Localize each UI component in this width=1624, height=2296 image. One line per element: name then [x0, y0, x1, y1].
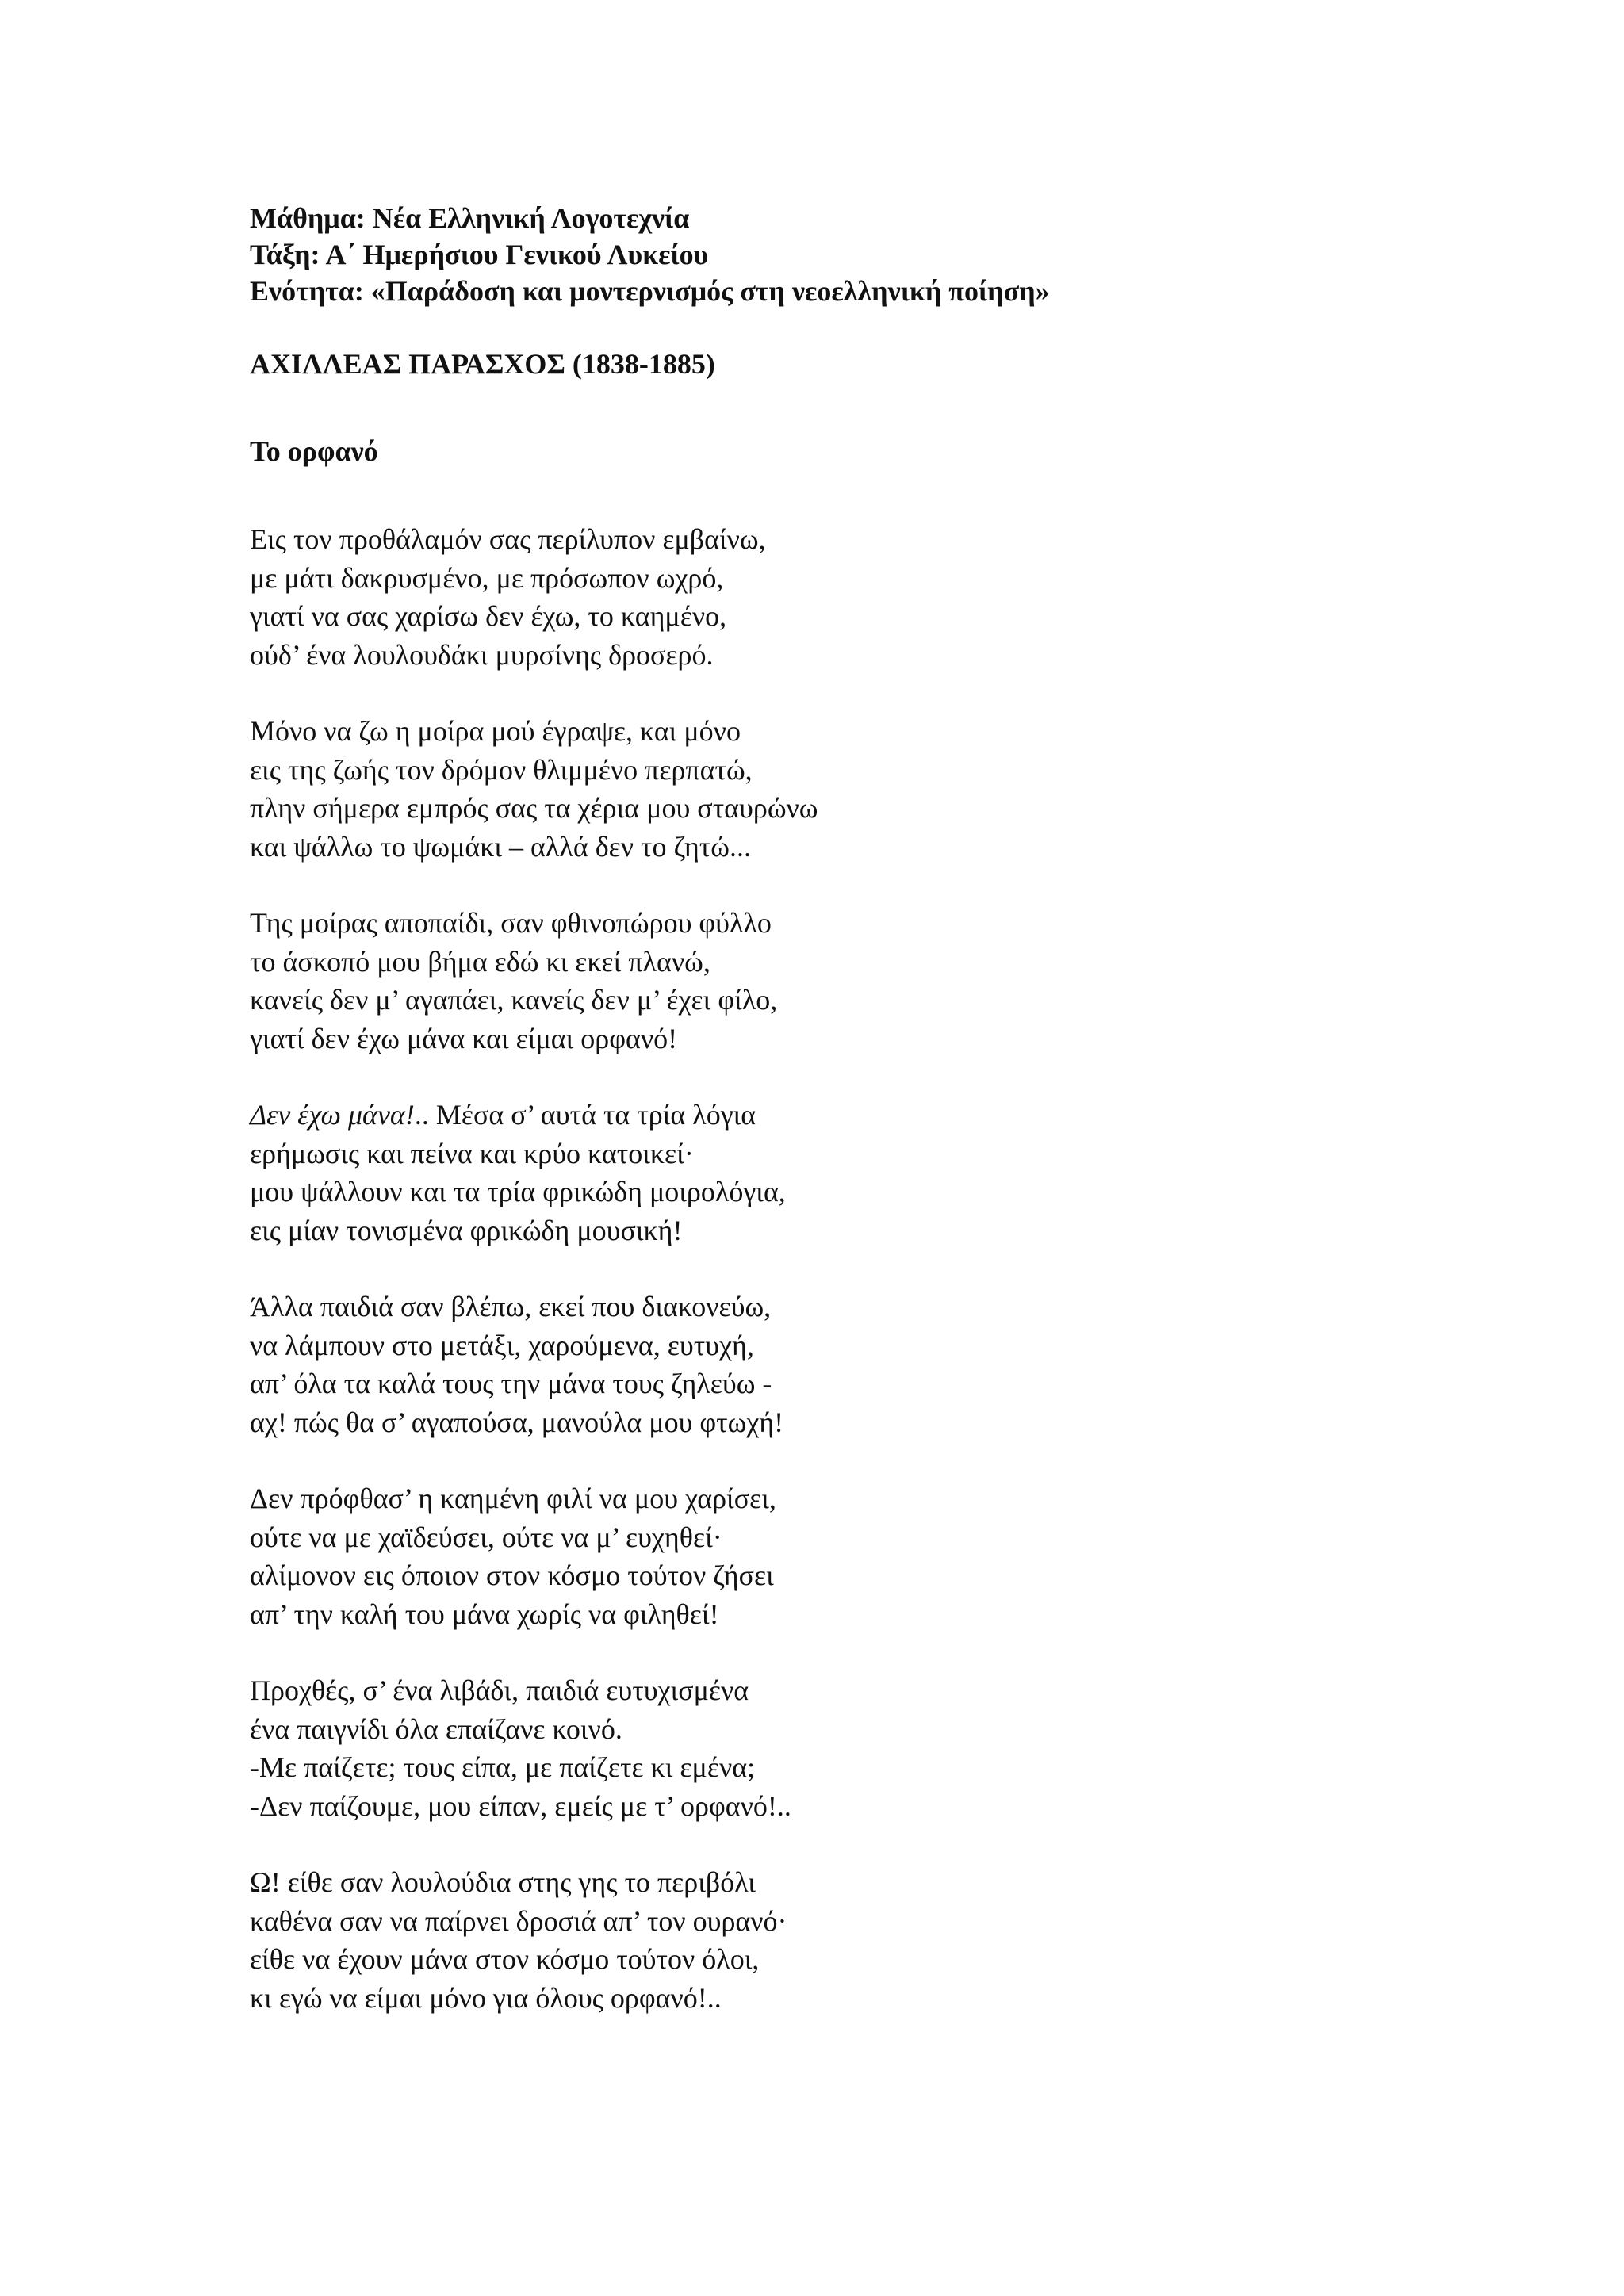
verse-line-rest: .. Μέσα σ’ αυτά τα τρία λόγια — [414, 1099, 756, 1131]
verse-line: και ψάλλω το ψωμάκι – αλλά δεν το ζητώ... — [250, 830, 752, 863]
verse-line: να λάμπουν στο μετάξι, χαρούμενα, ευτυχή, — [250, 1329, 754, 1361]
verse-line: καθένα σαν να παίρνει δροσιά απ’ τον ουρανό· — [250, 1904, 787, 1937]
poem-title: Το ορφανό — [250, 435, 378, 467]
verse-line — [250, 1096, 1519, 1135]
verse-line: είθε να έχουν μάνα στον κόσμο τούτον όλοι, — [250, 1943, 760, 1975]
verse-line: ένα παιγνίδι όλα επαίζανε κοινό. — [250, 1712, 622, 1745]
course-line: Μάθημα: Νέα Ελληνική Λογοτεχνία — [250, 202, 690, 234]
stanza — [250, 1479, 1519, 1633]
poem-body — [250, 520, 1519, 2017]
verse-line: ερήμωσις και πείνα και κρύο κατοικεί· — [250, 1137, 694, 1169]
stanza — [250, 712, 1519, 866]
poet-heading: ΑΧΙΛΛΕΑΣ ΠΑΡΑΣΧΟΣ (1838-1885) — [250, 348, 715, 380]
verse-line: γιατί δεν έχω μάνα και είμαι ορφανό! — [250, 1022, 678, 1054]
header-block — [250, 200, 1519, 309]
stanza — [250, 1288, 1519, 1441]
verse-line: -Δεν παίζουμε, μου είπαν, εμείς με τ’ ορφανό!.. — [250, 1789, 791, 1822]
document-page — [250, 200, 1519, 2017]
verse-line: Ω! είθε σαν λουλούδια στης γης το περιβόλι — [250, 1866, 756, 1898]
unit-line: Ενότητα: «Παράδοση και μοντερνισμός στη νεοελληνική ποίηση» — [250, 275, 1050, 307]
class-line: Τάξη: Α΄ Ημερήσιου Γενικού Λυκείου — [250, 239, 709, 270]
verse-line: ούδ’ ένα λουλουδάκι μυρσίνης δροσερό. — [250, 638, 714, 671]
stanza — [250, 520, 1519, 674]
verse-line: με μάτι δακρυσμένο, με πρόσωπον ωχρό, — [250, 561, 724, 594]
stanza — [250, 904, 1519, 1058]
verse-line: εις μίαν τονισμένα φρικώδη μουσική! — [250, 1214, 683, 1246]
verse-line: απ’ την καλή του μάνα χωρίς να φιληθεί! — [250, 1598, 719, 1630]
verse-line: Εις τον προθάλαμόν σας περίλυπον εμβαίνω, — [250, 523, 766, 555]
verse-line: Δεν πρόφθασ’ η καημένη φιλί να μου χαρίσει, — [250, 1483, 776, 1514]
verse-line: πλην σήμερα εμπρός σας τα χέρια μου σταυρώνω — [250, 792, 818, 824]
verse-line: Μόνο να ζω η μοίρα μού έγραψε, και μόνο — [250, 715, 741, 747]
verse-line: κι εγώ να είμαι μόνο για όλους ορφανό!.. — [250, 1981, 722, 2014]
verse-line: ούτε να με χαϊδεύσει, ούτε να μ’ ευχηθεί· — [250, 1521, 722, 1553]
verse-line: Άλλα παιδιά σαν βλέπω, εκεί που διακονεύω, — [250, 1291, 772, 1322]
verse-line: Προχθές, σ’ ένα λιβάδι, παιδιά ευτυχισμένα — [250, 1674, 749, 1706]
stanza — [250, 1671, 1519, 1825]
verse-line: το άσκοπό μου βήμα εδώ κι εκεί πλανώ, — [250, 945, 710, 978]
italic-phrase: Δεν έχω μάνα! — [250, 1099, 415, 1131]
verse-line: αλίμονον εις όποιον στον κόσμο τούτον ζήσει — [250, 1559, 774, 1591]
verse-line: κανείς δεν μ’ αγαπάει, κανείς δεν μ’ έχει φίλο, — [250, 984, 778, 1016]
verse-line: απ’ όλα τα καλά τους την μάνα τους ζηλεύω - — [250, 1368, 772, 1399]
stanza — [250, 1096, 1519, 1249]
verse-line: γιατί να σας χαρίσω δεν έχω, το καημένο, — [250, 600, 727, 632]
verse-line: μου ψάλλουν και τα τρία φρικώδη μοιρολόγια, — [250, 1176, 786, 1207]
verse-line: εις της ζωής τον δρόμον θλιμμένο περπατώ, — [250, 753, 753, 786]
stanza — [250, 1863, 1519, 2017]
verse-line: αχ! πώς θα σ’ αγαπούσα, μανούλα μου φτωχή! — [250, 1406, 784, 1438]
verse-line: -Με παίζετε; τους είπα, με παίζετε κι εμένα; — [250, 1751, 756, 1783]
verse-line: Της μοίρας αποπαίδι, σαν φθινοπώρου φύλλο — [250, 907, 772, 939]
